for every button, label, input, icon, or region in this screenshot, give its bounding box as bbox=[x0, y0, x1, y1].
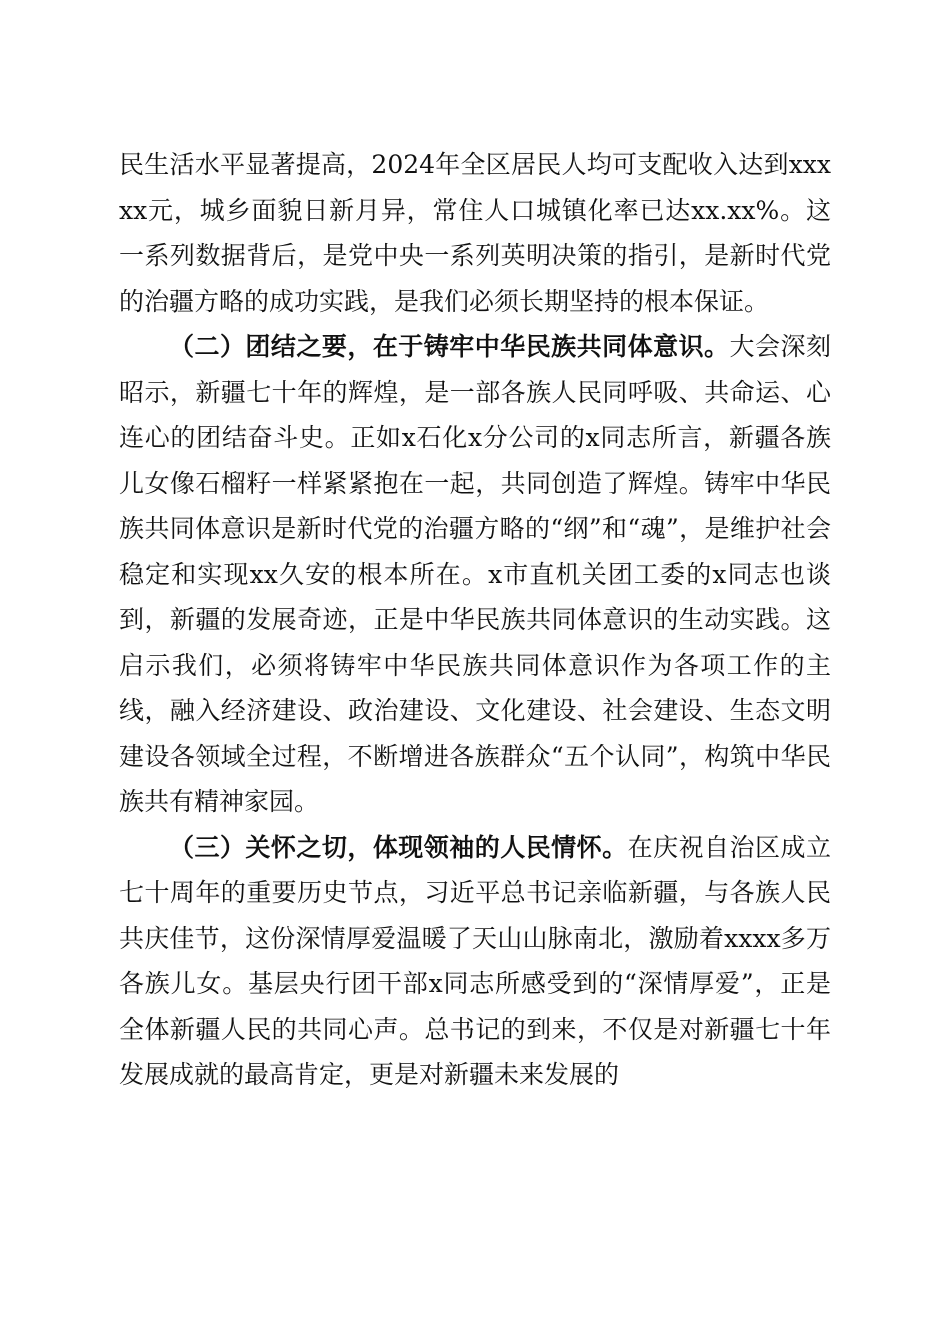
paragraph-continuation bbox=[119, 142, 831, 324]
paragraph-unity bbox=[119, 324, 831, 825]
paragraph-body: 民生活水平显著提高，2024年全区居民人均可支配收入达到xxxxx元，城乡面貌日新月异，常住人口城镇化率已达xx.xx%。这一系列数据背后，是党中央一系列英明决策的指引，是新时代党的治疆方略的成功实践，是我们必须长期坚持的根本保证。 bbox=[119, 150, 831, 316]
paragraph-heading: （二）团结之要，在于铸牢中华民族共同体意识。 bbox=[169, 332, 730, 361]
body-text bbox=[119, 142, 831, 1098]
paragraph-heading: （三）关怀之切，体现领袖的人民情怀。 bbox=[169, 832, 628, 862]
paragraph-body: 大会深刻昭示，新疆七十年的辉煌，是一部各族人民同呼吸、共命运、心连心的团结奋斗史。正如x石化x分公司的x同志所言，新疆各族儿女像石榴籽一样紧紧抱在一起，共同创造了辉煌。铸牢中华民族共同体意识是新时代党的治疆方略的“纲”和“魂”，是维护社会稳定和实现xx久安的根本所在。x市直机关团工委的x同志也谈到，新疆的发展奇迹，正是中华民族共同体意识的生动实践。这启示我们，必须将铸牢中华民族共同体意识作为各项工作的主线，融入经济建设、政治建设、文化建设、社会建设、生态文明建设各领域全过程，不断增进各族群众“五个认同”，构筑中华民族共有精神家园。 bbox=[119, 332, 831, 816]
paragraph-care bbox=[119, 825, 831, 1098]
paragraph-body: 在庆祝自治区成立七十周年的重要历史节点，习近平总书记亲临新疆，与各族人民共庆佳节，这份深情厚爱温暖了天山山脉南北，激励着xxxx多万各族儿女。基层央行团干部x同志所感受到的“深情厚爱”，正是全体新疆人民的共同心声。总书记的到来，不仅是对新疆七十年发展成就的最高肯定，更是对新疆未来发展的 bbox=[119, 832, 831, 1089]
